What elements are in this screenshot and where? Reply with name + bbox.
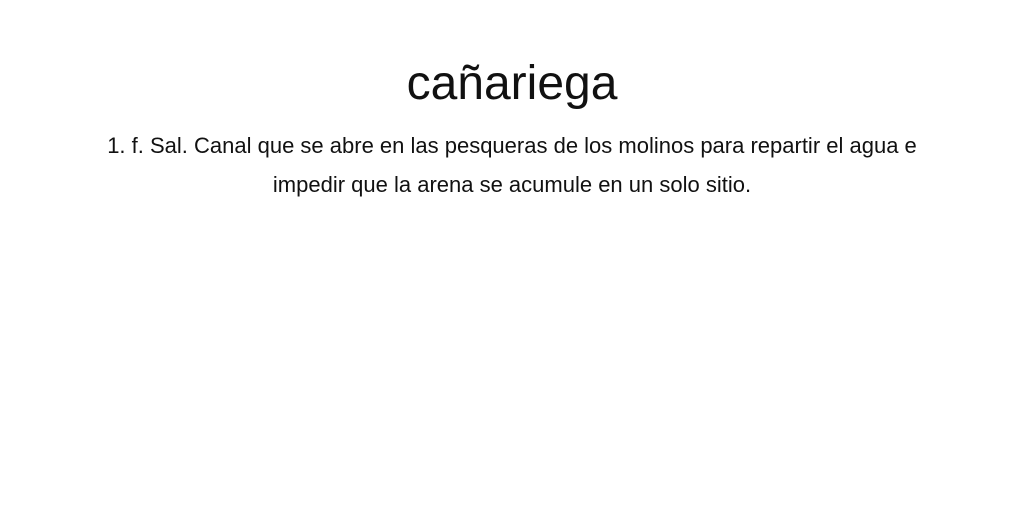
definition-text: 1. f. Sal. Canal que se abre en las pesqueras de los molinos para repartir el agua e impedir que la arena se acumule en un solo sitio. (107, 133, 917, 197)
headword: cañariega (406, 57, 618, 110)
